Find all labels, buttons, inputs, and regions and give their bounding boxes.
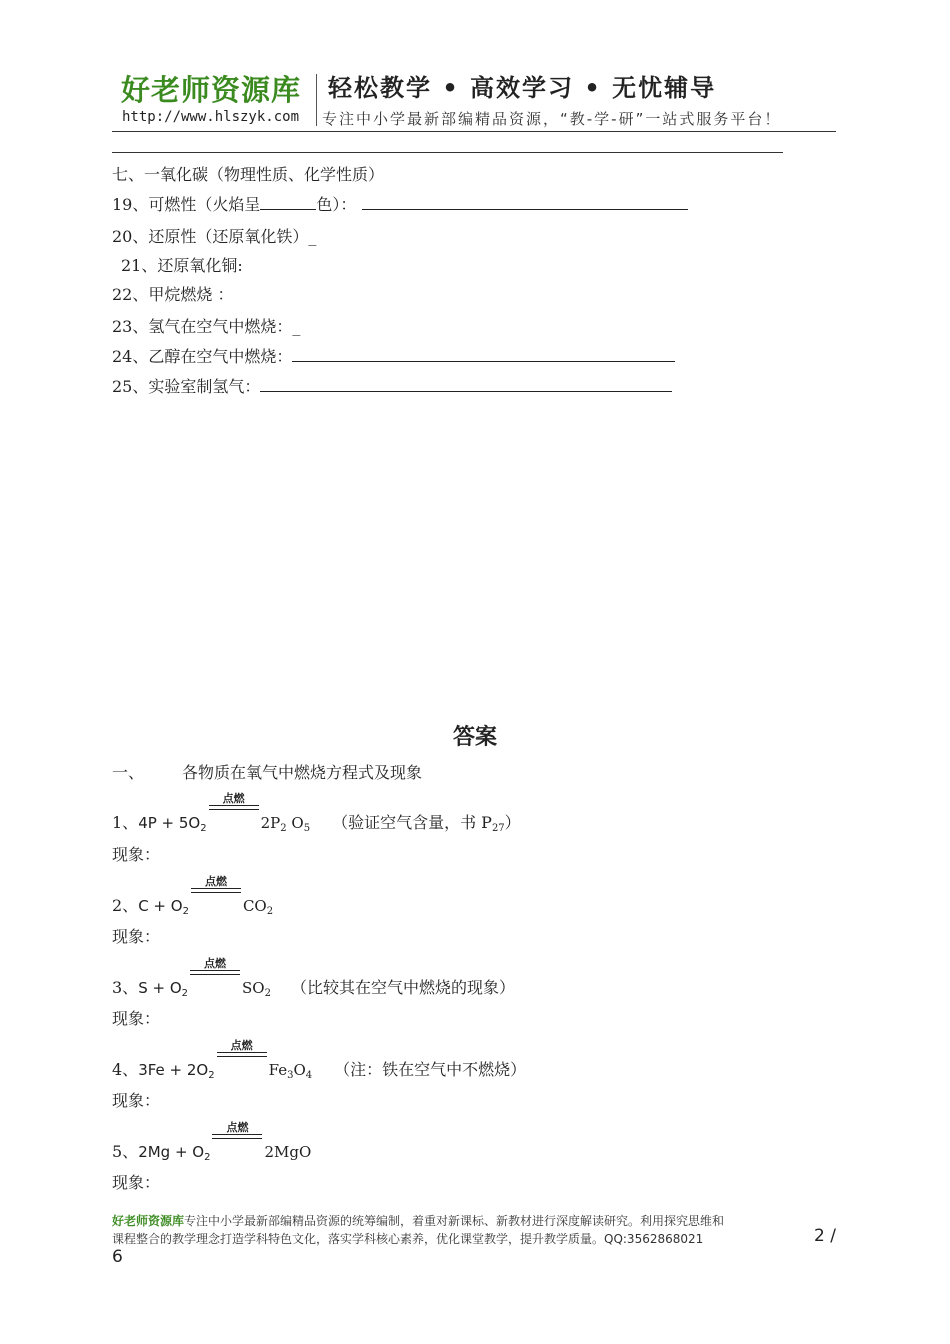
equation-4 — [112, 1039, 527, 1081]
q25-text: 25、实验室制氢气： — [112, 377, 261, 396]
equation-5-number: 5、 — [112, 1142, 139, 1161]
answer-section-1-title: 各物质在氧气中燃烧方程式及现象 — [182, 763, 423, 782]
equation-5-product: 2MgO — [264, 1143, 312, 1161]
equation-5 — [112, 1121, 312, 1163]
equation-1-reactants: $4P + 5O_2$ — [138, 814, 207, 834]
footer-line-1 — [112, 1212, 724, 1229]
equation-2-number: 2、 — [112, 896, 139, 915]
phenomenon-3: 现象： — [112, 1009, 161, 1028]
q19-blank-color — [260, 192, 316, 210]
header-divider — [316, 74, 317, 126]
page-separator: / — [830, 1226, 836, 1246]
equation-3-product: $SO_2$ — [242, 979, 271, 999]
phenomenon-4: 现象： — [112, 1091, 161, 1110]
equation-1-number: 1、 — [112, 813, 139, 832]
footer-brand: 好老师资源库 — [112, 1214, 185, 1228]
equation-3-number: 3、 — [112, 978, 139, 997]
answer-section-1 — [112, 760, 422, 783]
section-7-title: 七、一氧化碳（物理性质、化学性质） — [112, 165, 385, 184]
phenomenon-5: 现象： — [112, 1173, 161, 1192]
equation-2-condition: 点燃 — [191, 897, 241, 911]
header-url: http://www.hlszyk.com — [122, 109, 300, 125]
page-current: 2 — [814, 1226, 825, 1246]
equation-5-condition: 点燃 — [212, 1143, 262, 1157]
equation-3-condition: 点燃 — [190, 979, 240, 993]
q19-blank-answer — [362, 192, 688, 210]
equation-1-product: $2P_2$ $O_5$ — [260, 814, 311, 834]
question-19 — [112, 192, 688, 215]
question-22: 22、甲烷燃烧 ： — [112, 285, 234, 304]
question-25 — [112, 374, 672, 397]
q24-blank — [292, 344, 675, 362]
q19-text-b: 色）： — [316, 195, 357, 214]
equation-4-reactants: $3Fe + 2O_2$ — [138, 1061, 215, 1081]
equation-2-product: $CO_2$ — [242, 897, 274, 917]
equation-4-condition: 点燃 — [217, 1061, 267, 1075]
equation-2 — [112, 875, 274, 917]
equation-4-note: （注：铁在空气中不燃烧） — [334, 1060, 527, 1079]
equation-4-product: $Fe_3O_4$ — [268, 1061, 313, 1081]
header-tagline: 专注中小学最新部编精品资源，“教-学-研”一站式服务平台！ — [322, 110, 782, 128]
answer-title: 答案 — [452, 725, 497, 750]
equation-1-note: （验证空气含量，书 P27） — [332, 813, 521, 834]
page-total: 6 — [112, 1247, 123, 1267]
footer-line-2: 课程整合的教学理念打造学科特色文化，落实学科核心素养，优化课堂教学，提升教学质量。QQ:3562868021 — [112, 1232, 704, 1246]
equation-1-condition: 点燃 — [209, 814, 259, 828]
question-23: 23、氢气在空气中燃烧：_ — [112, 317, 301, 336]
equation-3-note: （比较其在空气中燃烧的现象） — [290, 978, 515, 997]
footer-text-1: 专注中小学最新部编精品资源的统筹编制，着重对新课标、新教材进行深度解读研究。利用探究思维和 — [184, 1214, 725, 1228]
header-rule — [112, 131, 836, 132]
phenomenon-2: 现象： — [112, 927, 161, 946]
equation-5-reactants: $2Mg + O_2$ — [138, 1143, 211, 1163]
equation-3 — [112, 957, 515, 999]
header-slogan: 轻松教学 • 高效学习 • 无忧辅导 — [328, 74, 717, 102]
q19-text-a: 19、可燃性（火焰呈 — [112, 195, 261, 214]
equation-4-number: 4、 — [112, 1060, 139, 1079]
brand-logo: 好老师资源库 — [121, 73, 302, 107]
equation-1 — [112, 792, 521, 834]
question-21: 21、还原氧化铜: — [121, 256, 243, 275]
equation-3-reactants: $S + O_2$ — [138, 979, 188, 999]
question-24 — [112, 344, 675, 367]
question-20: 20、还原性（还原氧化铁）_ — [112, 227, 317, 246]
equation-2-reactants: $C + O_2$ — [138, 897, 189, 917]
phenomenon-1: 现象： — [112, 845, 161, 864]
q25-blank — [260, 374, 672, 392]
q24-text: 24、乙醇在空气中燃烧： — [112, 347, 293, 366]
answer-section-1-num: 一、 — [112, 763, 145, 782]
page-number — [814, 1226, 836, 1246]
content-rule — [112, 152, 783, 153]
